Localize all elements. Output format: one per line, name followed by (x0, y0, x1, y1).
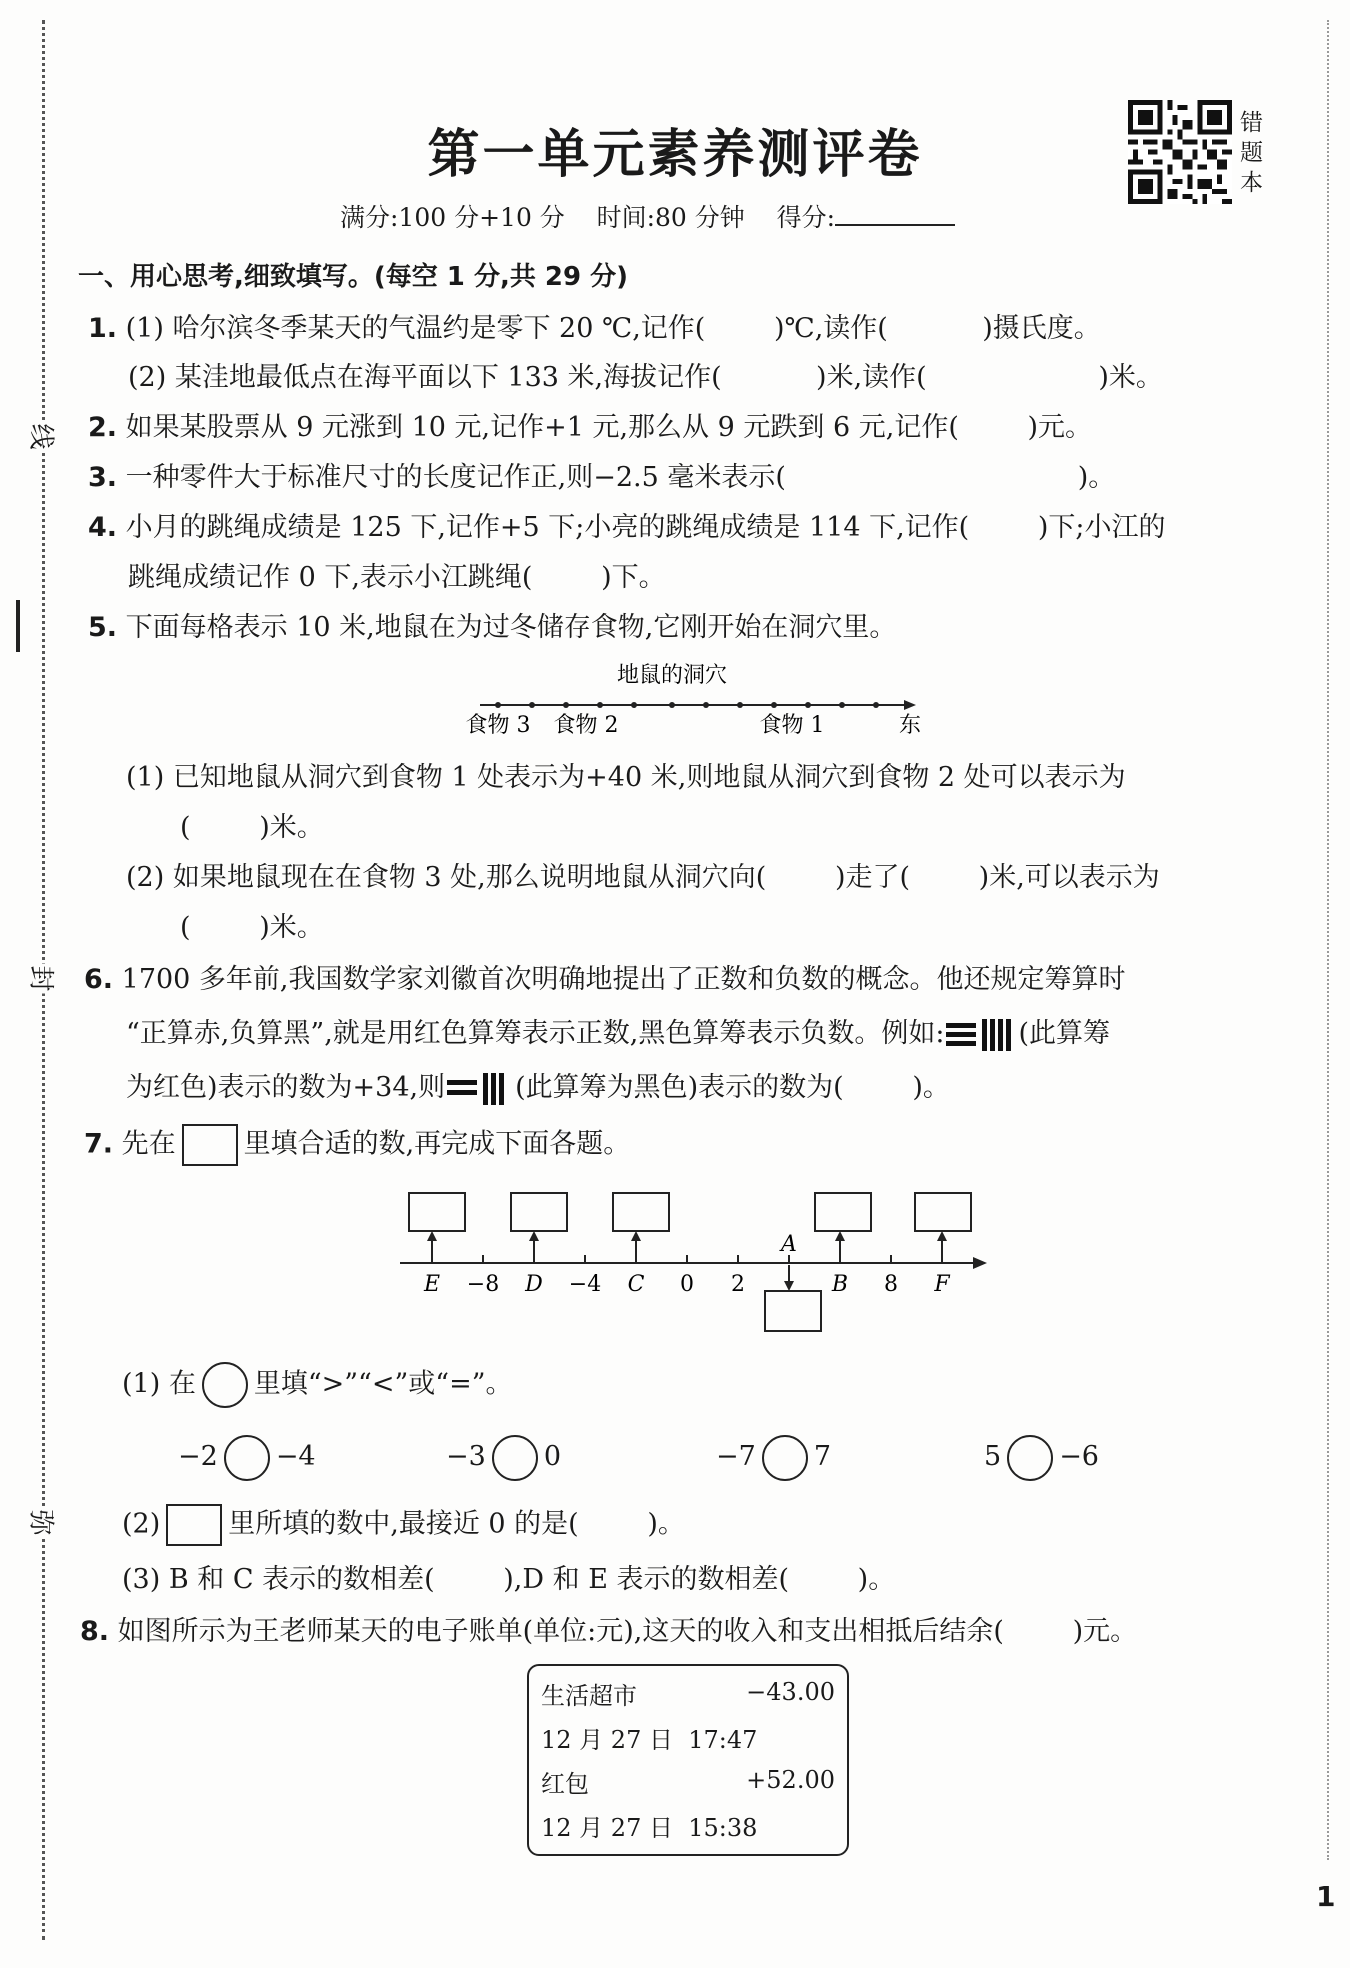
answer-box-e (409, 1193, 465, 1231)
axis-label: C (627, 1272, 645, 1297)
qr-code-icon[interactable] (1126, 100, 1234, 204)
question-5-part-2: (2) 如果地鼠现在在食物 3 处,那么说明地鼠从洞穴向( )走了( )米,可以表示为 (126, 862, 1160, 893)
question-7-part-1 (122, 1362, 513, 1408)
comparison-4 (984, 1433, 1099, 1481)
compare-circle[interactable] (224, 1435, 270, 1481)
compare-circle[interactable] (492, 1435, 538, 1481)
question-5-part-1: (1) 已知地鼠从洞穴到食物 1 处表示为+40 米,则地鼠从洞穴到食物 2 处可以表示为 (126, 762, 1126, 793)
question-2-text: 如果某股票从 9 元涨到 10 元,记作+1 元,那么从 9 元跌到 6 元,记作( )元。 (125, 412, 1093, 443)
axis-label: −8 (466, 1272, 500, 1297)
question-1-part-1: (1) 哈尔滨冬季某天的气温约是零下 20 ℃,记作( )℃,读作( )摄氏度。 (125, 313, 1101, 344)
question-5-part-2-answer: ( )米。 (180, 912, 324, 943)
score-blank[interactable] (835, 204, 955, 226)
binding-char-feng: 封 (25, 964, 62, 994)
binding-mark (16, 600, 20, 652)
counting-rods-black-icon (445, 1071, 515, 1107)
full-score: 满分:100 分+10 分 (340, 203, 565, 232)
number-line-diagram (395, 1185, 995, 1345)
question-7 (84, 1124, 630, 1166)
food-1-label: 食物 1 (759, 713, 825, 738)
gopher-number-line (460, 655, 940, 745)
food-3-label: 食物 3 (465, 713, 531, 738)
answer-box-a (765, 1291, 821, 1331)
electronic-bill (527, 1664, 849, 1856)
question-1-part-2: (2) 某洼地最低点在海平面以下 133 米,海拔记作( )米,读作( )米。 (128, 362, 1163, 393)
axis-label: 8 (884, 1272, 898, 1297)
axis-label: 2 (731, 1272, 745, 1297)
axis-label: 0 (680, 1272, 694, 1297)
question-4 (88, 508, 1166, 548)
axis-label: E (423, 1272, 441, 1297)
question-2 (88, 408, 1092, 448)
bill-item-amount: +52.00 (746, 1766, 835, 1794)
question-3 (88, 458, 1115, 498)
score-info (340, 198, 955, 234)
question-4-line-1: 小月的跳绳成绩是 125 下,记作+5 下;小亮的跳绳成绩是 114 下,记作( )下;小江的 (125, 512, 1166, 543)
binding-char-mi: 弥 (25, 1508, 62, 1538)
question-7-intro-end: 里填合适的数,再完成下面各题。 (243, 1128, 631, 1160)
question-6-line-2-end: (此算筹 (1018, 1018, 1110, 1049)
axis-label: B (831, 1272, 849, 1297)
east-label: 东 (898, 713, 922, 738)
answer-box-sample (166, 1504, 222, 1546)
bill-item-name: 生活超市 (541, 1682, 637, 1710)
question-1 (88, 309, 1101, 349)
comparison-right: −4 (275, 1441, 316, 1472)
comparison-1 (178, 1433, 316, 1481)
question-number: 7. (84, 1128, 114, 1160)
food-2-label: 食物 2 (553, 713, 619, 738)
question-6 (84, 960, 1126, 1000)
time-limit: 时间:80 分钟 (596, 203, 745, 232)
comparison-left: −2 (178, 1441, 218, 1472)
bill-item-name: 红包 (541, 1770, 589, 1798)
answer-box-f (915, 1193, 971, 1231)
answer-box-sample (182, 1124, 238, 1166)
axis-label: D (525, 1272, 543, 1297)
axis-label: −4 (568, 1272, 602, 1297)
answer-box-d (511, 1193, 567, 1231)
comparison-right: 0 (543, 1441, 561, 1472)
page-title: 第一单元素养测评卷 (427, 124, 923, 185)
question-7-part-1-text: (1) 在 (122, 1368, 196, 1400)
question-number: 6. (84, 964, 114, 995)
section-heading: 一、用心思考,细致填写。(每空 1 分,共 29 分) (78, 262, 628, 292)
question-7-part-2-num: (2) (122, 1508, 161, 1540)
question-5-text: 下面每格表示 10 米,地鼠在为过冬储存食物,它刚开始在洞穴里。 (125, 612, 897, 643)
comparison-left: −7 (716, 1441, 756, 1472)
hole-label: 地鼠的洞穴 (616, 663, 728, 688)
question-4-line-2: 跳绳成绩记作 0 下,表示小江跳绳( )下。 (128, 562, 666, 593)
question-7-part-2-text: 里所填的数中,最接近 0 的是( )。 (228, 1508, 685, 1540)
question-7-part-1-end: 里填“>”“<”或“=”。 (253, 1368, 513, 1400)
question-7-intro: 先在 (121, 1128, 176, 1160)
question-3-text: 一种零件大于标准尺寸的长度记作正,则−2.5 毫米表示( )。 (125, 462, 1116, 493)
binding-char-xian: 线 (25, 422, 62, 452)
score-label: 得分: (776, 203, 836, 232)
question-6-line-3 (126, 1068, 950, 1108)
question-number: 4. (88, 512, 118, 543)
compare-circle[interactable] (762, 1435, 808, 1481)
bill-item-time: 12 月 27 日 17:47 (541, 1726, 758, 1754)
question-7-part-2 (122, 1504, 685, 1546)
compare-circle[interactable] (1007, 1435, 1053, 1481)
question-5-part-1-answer: ( )米。 (180, 812, 324, 843)
question-5 (88, 608, 896, 648)
question-number: 5. (88, 612, 118, 643)
question-8-text: 如图所示为王老师某天的电子账单(单位:元),这天的收入和支出相抵后结余( )元。 (117, 1616, 1138, 1647)
comparison-right: 7 (813, 1441, 831, 1472)
question-6-line-1: 1700 多年前,我国数学家刘徽首次明确地提出了正数和负数的概念。他还规定筹算时 (121, 964, 1126, 995)
question-6-line-2 (126, 1014, 1110, 1054)
bill-item-amount: −43.00 (746, 1678, 835, 1706)
question-6-line-2-text: “正算赤,负算黑”,就是用红色算筹表示正数,黑色算筹表示负数。例如: (126, 1018, 945, 1049)
question-number: 8. (80, 1616, 110, 1647)
question-number: 1. (88, 313, 118, 344)
compare-circle-sample (202, 1362, 248, 1408)
qr-label: 错题本 (1240, 110, 1263, 196)
counting-rods-34-icon (944, 1017, 1018, 1053)
question-6-line-3-text: 为红色)表示的数为+34,则 (126, 1072, 446, 1103)
comparison-2 (446, 1433, 561, 1481)
comparison-right: −6 (1059, 1441, 1099, 1472)
comparison-3 (716, 1433, 831, 1481)
page-number: 1 (1316, 1880, 1336, 1913)
question-8 (80, 1612, 1137, 1652)
answer-box-b (815, 1193, 871, 1231)
answer-box-c (613, 1193, 669, 1231)
right-dotted-line (1327, 20, 1329, 1860)
question-number: 3. (88, 462, 118, 493)
question-6-line-3-end: (此算筹为黑色)表示的数为( )。 (515, 1072, 950, 1103)
bill-item-time: 12 月 27 日 15:38 (541, 1814, 758, 1842)
question-number: 2. (88, 412, 118, 443)
axis-label: F (934, 1272, 950, 1297)
question-7-part-3: (3) B 和 C 表示的数相差( ),D 和 E 表示的数相差( )。 (122, 1564, 896, 1595)
comparison-left: −3 (446, 1441, 486, 1472)
comparison-left: 5 (984, 1441, 1002, 1472)
point-a-label: A (781, 1232, 797, 1257)
